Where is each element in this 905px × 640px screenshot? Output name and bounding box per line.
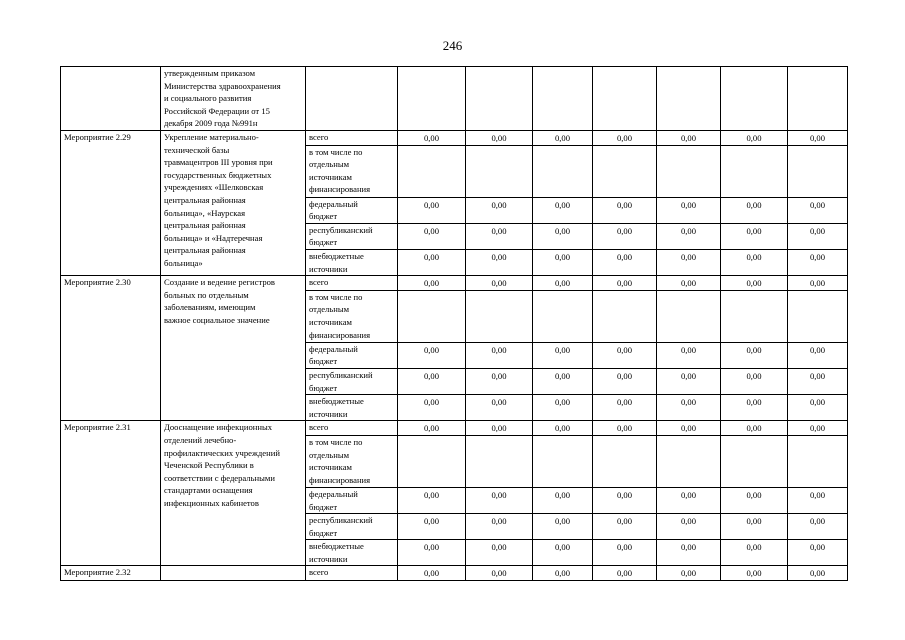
text-line: федеральный [309, 488, 358, 499]
source-cell [306, 67, 398, 131]
amount-cell: 0,00 [533, 421, 593, 436]
empty-cell [533, 145, 593, 197]
amount-cell: 0,00 [721, 131, 788, 146]
empty-cell [657, 435, 721, 487]
amount-cell: 0,00 [657, 342, 721, 368]
amount-cell: 0,00 [466, 566, 533, 581]
text-line: профилактических учреждений [164, 447, 280, 458]
amount-cell: 0,00 [466, 197, 533, 223]
text-line: республиканский [309, 369, 373, 380]
funding-source-extrabudgetary [306, 540, 398, 566]
amount-cell: 0,00 [593, 197, 657, 223]
empty-cell [593, 435, 657, 487]
funding-source-total [306, 276, 398, 291]
text-line: Чеченской Республики в [164, 460, 254, 471]
amount-cell: 0,00 [533, 368, 593, 394]
amount-cell: 0,00 [533, 131, 593, 146]
table-row [61, 67, 848, 131]
amount-cell: 0,00 [593, 421, 657, 436]
amount-cell: 0,00 [398, 342, 466, 368]
amount-cell: 0,00 [533, 197, 593, 223]
empty-cell [657, 67, 721, 131]
amount-cell: 0,00 [466, 249, 533, 275]
text-line: источникам [309, 316, 352, 327]
empty-cell [657, 290, 721, 342]
code-cell [61, 67, 161, 131]
amount-cell: 0,00 [398, 368, 466, 394]
amount-cell: 0,00 [533, 223, 593, 249]
empty-cell [398, 145, 466, 197]
amount-cell: 0,00 [398, 131, 466, 146]
amount-cell: 0,00 [466, 223, 533, 249]
text-line: и социального развития [164, 93, 252, 104]
table-row [61, 276, 848, 291]
amount-cell: 0,00 [593, 342, 657, 368]
table-row [61, 131, 848, 146]
amount-cell: 0,00 [657, 395, 721, 421]
amount-cell: 0,00 [398, 421, 466, 436]
text-line: источники [309, 553, 348, 564]
empty-cell [593, 290, 657, 342]
empty-cell [788, 145, 848, 197]
amount-cell: 0,00 [788, 487, 848, 513]
amount-cell: 0,00 [721, 342, 788, 368]
measure-name [161, 421, 306, 566]
amount-cell: 0,00 [466, 487, 533, 513]
amount-cell: 0,00 [788, 368, 848, 394]
text-line: Министерства здравоохранения [164, 80, 281, 91]
text-line: источники [309, 408, 348, 419]
amount-cell: 0,00 [657, 249, 721, 275]
text-line: центральная районная [164, 245, 246, 256]
funding-source-extrabudgetary [306, 395, 398, 421]
text-line: бюджет [309, 382, 338, 393]
amount-cell: 0,00 [593, 540, 657, 566]
text-line: отдельным [309, 304, 350, 315]
text-line: всего [309, 277, 329, 288]
text-line: учреждениях «Шелковская [164, 182, 264, 193]
amount-cell: 0,00 [398, 540, 466, 566]
text-line: внебюджетные [309, 396, 364, 407]
amount-cell: 0,00 [721, 276, 788, 291]
amount-cell: 0,00 [398, 249, 466, 275]
empty-cell [593, 145, 657, 197]
text-line: больница» [164, 257, 203, 268]
amount-cell: 0,00 [721, 395, 788, 421]
measure-name [161, 131, 306, 276]
amount-cell: 0,00 [721, 487, 788, 513]
text-line: отделений лечебно- [164, 434, 237, 445]
text-line: государственных бюджетных [164, 169, 272, 180]
text-line: федеральный [309, 343, 358, 354]
amount-cell: 0,00 [466, 514, 533, 540]
amount-cell: 0,00 [398, 197, 466, 223]
amount-cell: 0,00 [657, 276, 721, 291]
amount-cell: 0,00 [593, 249, 657, 275]
amount-cell: 0,00 [466, 368, 533, 394]
text-line: отдельным [309, 449, 350, 460]
measure-code: Мероприятие 2.29 [61, 131, 161, 276]
text-line: всего [309, 422, 329, 433]
amount-cell: 0,00 [398, 276, 466, 291]
text-line: Российской Федерации от 15 [164, 105, 270, 116]
amount-cell: 0,00 [533, 514, 593, 540]
amount-cell: 0,00 [721, 566, 788, 581]
text-line: бюджет [309, 211, 338, 222]
amount-cell: 0,00 [593, 566, 657, 581]
amount-cell: 0,00 [721, 197, 788, 223]
amount-cell: 0,00 [788, 514, 848, 540]
text-line: больных по отдельным [164, 289, 249, 300]
text-line: внебюджетные [309, 541, 364, 552]
text-line: декабря 2009 года №991н [164, 118, 258, 129]
amount-cell: 0,00 [533, 540, 593, 566]
empty-cell [593, 67, 657, 131]
text-line: бюджет [309, 237, 338, 248]
amount-cell: 0,00 [788, 197, 848, 223]
text-line: источникам [309, 462, 352, 473]
funding-source-total [306, 131, 398, 146]
funding-source-including [306, 145, 398, 197]
empty-cell [466, 67, 533, 131]
text-line: центральная районная [164, 220, 246, 231]
funding-source-federal [306, 197, 398, 223]
amount-cell: 0,00 [593, 276, 657, 291]
text-line: источники [309, 263, 348, 274]
measure-name [161, 67, 306, 131]
amount-cell: 0,00 [533, 342, 593, 368]
amount-cell: 0,00 [788, 223, 848, 249]
empty-cell [657, 145, 721, 197]
empty-cell [398, 290, 466, 342]
text-line: инфекционных кабинетов [164, 497, 259, 508]
empty-cell [788, 67, 848, 131]
text-line: Создание и ведение регистров [164, 277, 275, 288]
text-line: финансирования [309, 329, 371, 340]
text-line: внебюджетные [309, 250, 364, 261]
empty-cell [466, 290, 533, 342]
amount-cell: 0,00 [657, 487, 721, 513]
amount-cell: 0,00 [593, 487, 657, 513]
funding-source-including [306, 290, 398, 342]
text-line: финансирования [309, 474, 371, 485]
text-line: бюджет [309, 356, 338, 367]
text-line: республиканский [309, 224, 373, 235]
amount-cell: 0,00 [533, 249, 593, 275]
text-line: в том числе по [309, 436, 363, 447]
text-line: стандартами оснащения [164, 485, 253, 496]
amount-cell: 0,00 [788, 276, 848, 291]
measure-name [161, 566, 306, 581]
measure-code: Мероприятие 2.32 [61, 566, 161, 581]
text-line: в том числе по [309, 291, 363, 302]
amount-cell: 0,00 [721, 540, 788, 566]
amount-cell: 0,00 [721, 249, 788, 275]
empty-cell [721, 145, 788, 197]
text-line: центральная районная [164, 194, 246, 205]
amount-cell: 0,00 [657, 368, 721, 394]
empty-cell [466, 145, 533, 197]
empty-cell [398, 435, 466, 487]
text-line: соответствии с федеральными [164, 472, 275, 483]
funding-source-federal [306, 342, 398, 368]
amount-cell: 0,00 [657, 421, 721, 436]
amount-cell: 0,00 [533, 487, 593, 513]
empty-cell [398, 67, 466, 131]
amount-cell: 0,00 [721, 368, 788, 394]
text-line: отдельным [309, 159, 350, 170]
amount-cell: 0,00 [788, 131, 848, 146]
text-line: в том числе по [309, 146, 363, 157]
text-line: технической базы [164, 144, 230, 155]
measure-code: Мероприятие 2.30 [61, 276, 161, 421]
funding-source-republican [306, 368, 398, 394]
funding-source-republican [306, 223, 398, 249]
amount-cell: 0,00 [533, 566, 593, 581]
text-line: Укрепление материально- [164, 132, 259, 142]
amount-cell: 0,00 [593, 131, 657, 146]
empty-cell [466, 435, 533, 487]
amount-cell: 0,00 [788, 249, 848, 275]
text-line: больница» и «Надтеречная [164, 232, 263, 243]
funding-source-total [306, 421, 398, 436]
text-line: больница», «Наурская [164, 207, 246, 218]
text-line: заболеваниям, имеющим [164, 302, 256, 313]
amount-cell: 0,00 [721, 421, 788, 436]
amount-cell: 0,00 [657, 223, 721, 249]
empty-cell [788, 435, 848, 487]
amount-cell: 0,00 [593, 368, 657, 394]
page-number: 246 [442, 38, 463, 53]
amount-cell: 0,00 [721, 514, 788, 540]
amount-cell: 0,00 [788, 342, 848, 368]
amount-cell: 0,00 [466, 421, 533, 436]
amount-cell: 0,00 [466, 131, 533, 146]
funding-source-extrabudgetary [306, 249, 398, 275]
text-line: бюджет [309, 527, 338, 538]
text-line: республиканский [309, 515, 373, 526]
amount-cell: 0,00 [788, 421, 848, 436]
amount-cell: 0,00 [788, 566, 848, 581]
amount-cell: 0,00 [398, 514, 466, 540]
table-row [61, 421, 848, 436]
amount-cell: 0,00 [533, 276, 593, 291]
empty-cell [721, 435, 788, 487]
text-line: всего [309, 132, 329, 142]
amount-cell: 0,00 [657, 197, 721, 223]
text-line: финансирования [309, 184, 371, 195]
text-line: бюджет [309, 501, 338, 512]
empty-cell [533, 67, 593, 131]
budget-table [60, 66, 848, 581]
table-row [61, 566, 848, 581]
text-line: федеральный [309, 198, 358, 209]
measure-code: Мероприятие 2.31 [61, 421, 161, 566]
amount-cell: 0,00 [721, 223, 788, 249]
amount-cell: 0,00 [593, 223, 657, 249]
empty-cell [533, 290, 593, 342]
amount-cell: 0,00 [593, 514, 657, 540]
empty-cell [788, 290, 848, 342]
amount-cell: 0,00 [788, 540, 848, 566]
amount-cell: 0,00 [657, 566, 721, 581]
amount-cell: 0,00 [466, 395, 533, 421]
text-line: источникам [309, 171, 352, 182]
amount-cell: 0,00 [466, 540, 533, 566]
amount-cell: 0,00 [466, 276, 533, 291]
amount-cell: 0,00 [398, 487, 466, 513]
amount-cell: 0,00 [657, 540, 721, 566]
text-line: Дооснащение инфекционных [164, 422, 273, 433]
amount-cell: 0,00 [788, 395, 848, 421]
amount-cell: 0,00 [398, 566, 466, 581]
amount-cell: 0,00 [398, 395, 466, 421]
empty-cell [721, 290, 788, 342]
funding-source-total: всего [306, 566, 398, 581]
text-line: утвержденным приказом [164, 68, 256, 78]
measure-name [161, 276, 306, 421]
amount-cell: 0,00 [533, 395, 593, 421]
funding-source-including [306, 435, 398, 487]
text-line: травмацентров III уровня при [164, 157, 273, 168]
amount-cell: 0,00 [593, 395, 657, 421]
funding-source-republican [306, 514, 398, 540]
amount-cell: 0,00 [657, 514, 721, 540]
text-line: важное социальное значение [164, 314, 270, 325]
empty-cell [533, 435, 593, 487]
funding-source-federal [306, 487, 398, 513]
amount-cell: 0,00 [398, 223, 466, 249]
amount-cell: 0,00 [466, 342, 533, 368]
empty-cell [721, 67, 788, 131]
amount-cell: 0,00 [657, 131, 721, 146]
